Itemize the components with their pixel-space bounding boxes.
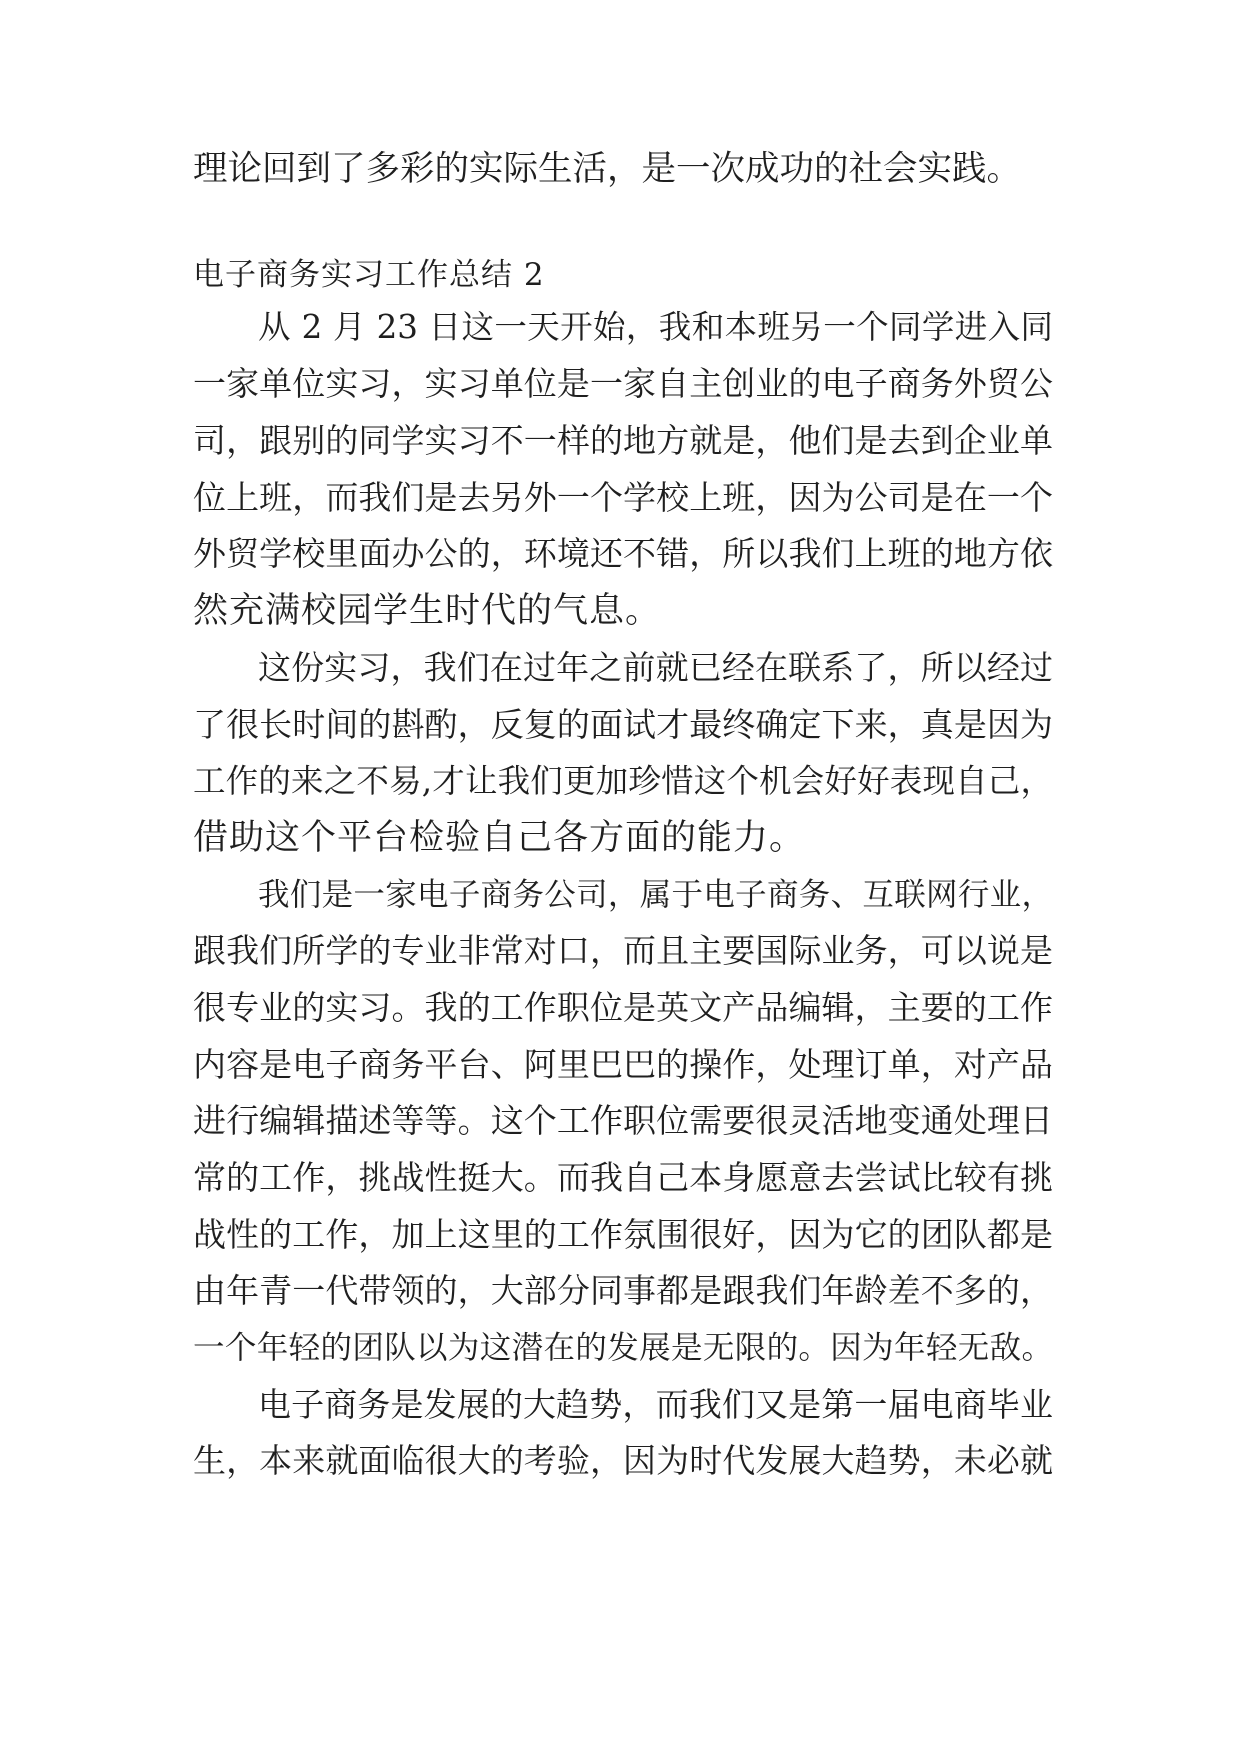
paragraph-3-line-9: 一个年轻的团队以为这潜在的发展是无限的。因为年轻无敌。: [193, 1330, 1053, 1366]
paragraph-1-line-5: 外贸学校里面办公的，环境还不错，所以我们上班的地方依: [193, 534, 1053, 573]
section-title: 电子商务实习工作总结 2: [193, 257, 545, 293]
paragraph-3-line-3: 很专业的实习。我的工作职位是英文产品编辑，主要的工作: [193, 988, 1053, 1027]
paragraph-1-line-6: 然充满校园学生时代的气息。: [193, 591, 662, 631]
paragraph-4-line-1: 电子商务是发展的大趋势，而我们又是第一届电商毕业: [258, 1385, 1053, 1424]
paragraph-3-line-2: 跟我们所学的专业非常对口，而且主要国际业务，可以说是: [193, 931, 1053, 970]
paragraph-1-line-1: 从 2 月 23 日这一天开始，我和本班另一个同学进入同: [258, 308, 1053, 346]
paragraph-4-line-2: 生，本来就面临很大的考验，因为时代发展大趋势，未必就: [193, 1441, 1053, 1480]
paragraph-2-line-3: 工作的来之不易,才让我们更加珍惜这个机会好好表现自己，: [193, 762, 1053, 800]
paragraph-2-line-2: 了很长时间的斟酌，反复的面试才最终确定下来，真是因为: [193, 705, 1053, 744]
paragraph-3-line-1: 我们是一家电子商务公司，属于电子商务、互联网行业，: [258, 877, 1053, 913]
paragraph-3-line-6: 常的工作，挑战性挺大。而我自己本身愿意去尝试比较有挑: [193, 1158, 1053, 1197]
opening-line: 理论回到了多彩的实际生活，是一次成功的社会实践。: [193, 149, 1021, 189]
paragraph-2-line-4: 借助这个平台检验自己各方面的能力。: [193, 818, 806, 858]
paragraph-1-line-3: 司，跟别的同学实习不一样的地方就是，他们是去到企业单: [193, 421, 1053, 460]
paragraph-2-line-1: 这份实习，我们在过年之前就已经在联系了，所以经过: [258, 648, 1053, 687]
paragraph-3-line-8: 由年青一代带领的，大部分同事都是跟我们年龄差不多的，: [193, 1271, 1053, 1310]
paragraph-3-line-7: 战性的工作，加上这里的工作氛围很好，因为它的团队都是: [193, 1215, 1053, 1254]
paragraph-3-line-4: 内容是电子商务平台、阿里巴巴的操作，处理订单，对产品: [193, 1045, 1053, 1084]
paragraph-1-line-4: 位上班，而我们是去另外一个学校上班，因为公司是在一个: [193, 478, 1053, 517]
paragraph-3-line-5: 进行编辑描述等等。这个工作职位需要很灵活地变通处理日: [193, 1101, 1053, 1140]
paragraph-1-line-2: 一家单位实习，实习单位是一家自主创业的电子商务外贸公: [193, 364, 1053, 403]
